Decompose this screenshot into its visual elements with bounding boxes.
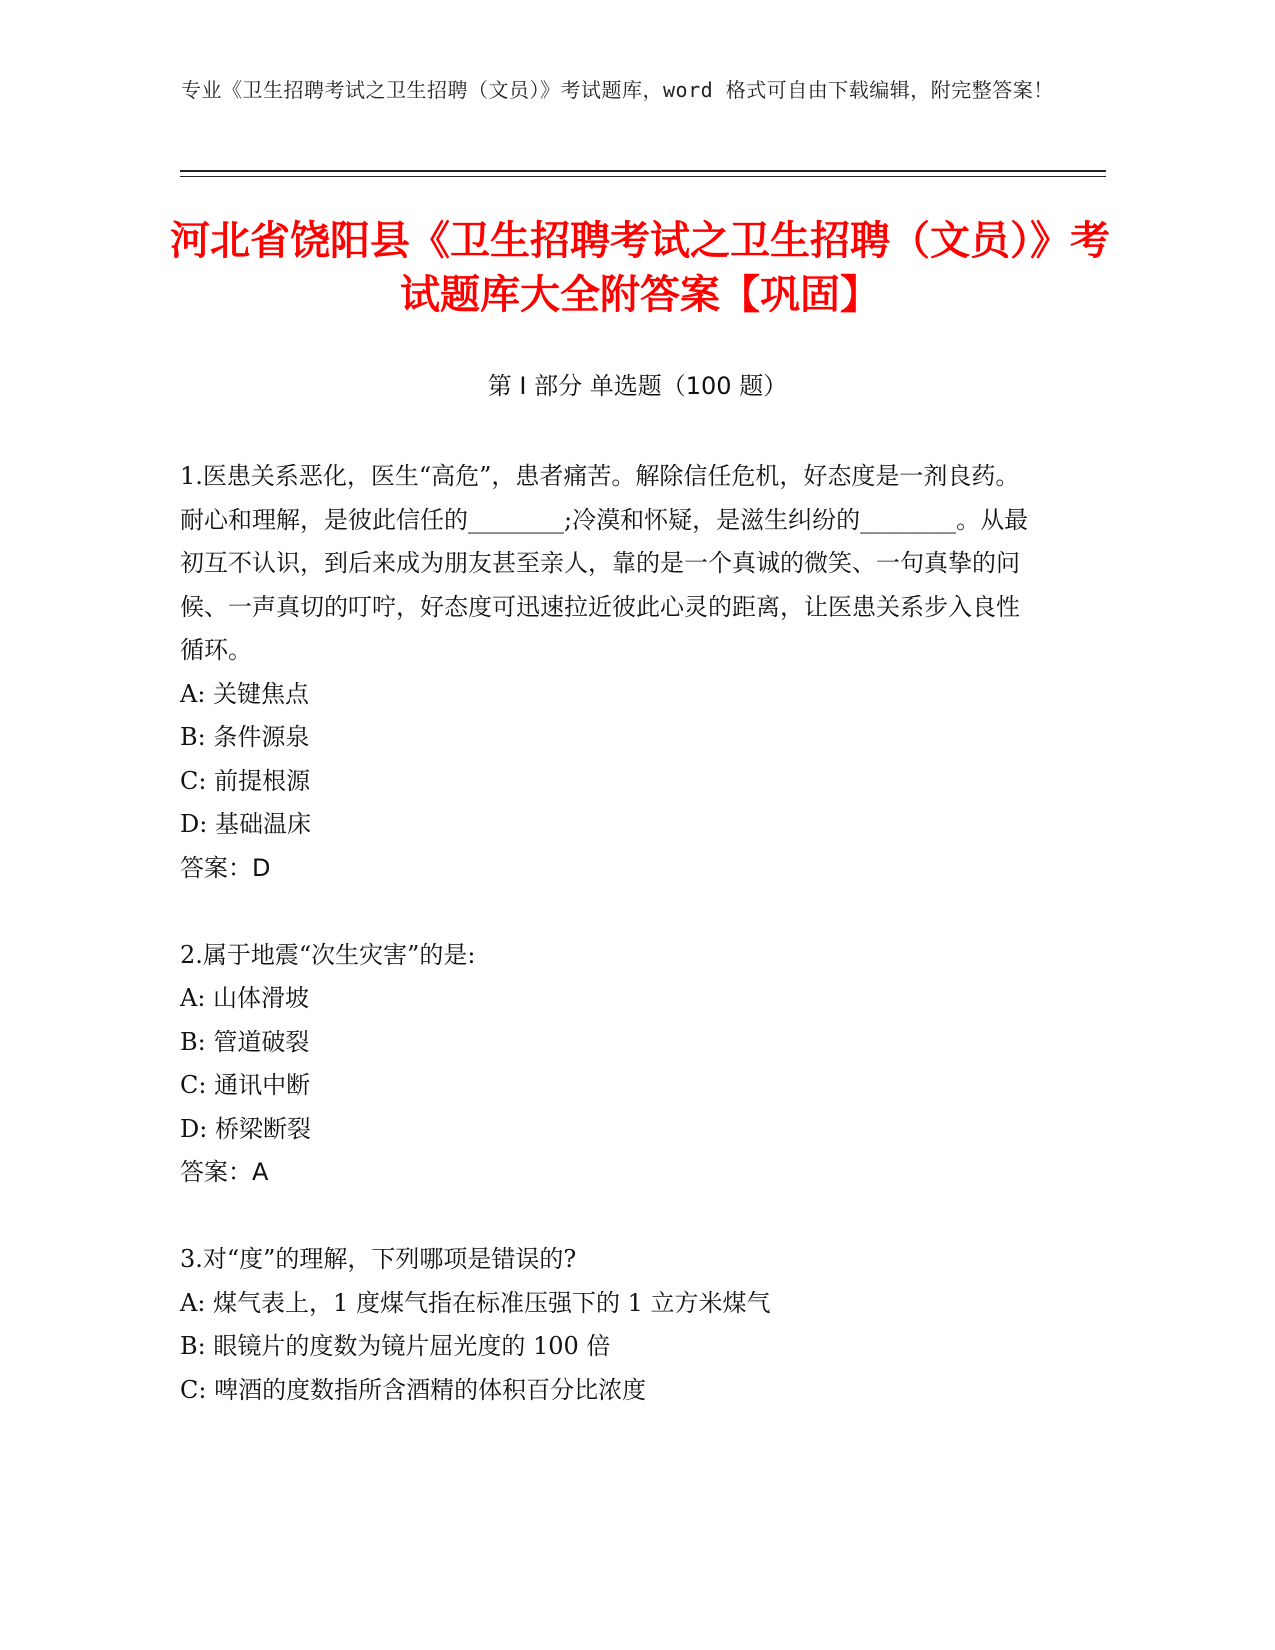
question-3 [180, 1238, 1040, 1412]
question-list [180, 455, 1040, 1456]
question-text: 2.属于地震“次生灾害”的是: [180, 940, 476, 969]
question-text: 3.对“度”的理解，下列哪项是错误的? [180, 1245, 577, 1273]
question-2 [180, 934, 1040, 1195]
option-c: C: 通讯中断 [180, 1071, 311, 1099]
option-c: C: 前提根源 [180, 766, 311, 795]
option-a: A: 关键焦点 [180, 679, 310, 708]
option-b: B: 管道破裂 [180, 1027, 310, 1056]
header-rule-thin [180, 176, 1106, 177]
option-d: D: 桥梁断裂 [180, 1114, 311, 1143]
question-1 [180, 455, 1040, 890]
document-title: 河北省饶阳县《卫生招聘考试之卫生招聘（文员）》考试题库大全附答案【巩固】 [170, 218, 1110, 318]
answer-line: 答案：D [180, 853, 271, 882]
header-rule-thick [180, 170, 1106, 172]
option-a: A: 煤气表上，1 度煤气指在标准压强下的 1 立方米煤气 [180, 1288, 771, 1317]
section-title: 第 I 部分 单选题（100 题） [487, 372, 788, 400]
option-b: B: 条件源泉 [180, 723, 310, 751]
option-d: D: 基础温床 [180, 810, 311, 838]
header-note: 专业《卫生招聘考试之卫生招聘（文员）》考试题库，word 格式可自由下载编辑，附完整答案！ [181, 78, 1054, 102]
option-c: C: 啤酒的度数指所含酒精的体积百分比浓度 [180, 1375, 647, 1404]
answer-line: 答案：A [180, 1158, 269, 1186]
question-text: 1.医患关系恶化，医生“高危”，患者痛苦。解除信任危机，好态度是一剂良药。耐心和理解，是彼此信任的________;冷漠和怀疑，是滋生纠纷的________。从最初互不认识，到后来成为朋友甚至亲人，靠的是一个真诚的微笑、一句真挚的问候、一声真切的叮咛，好态度可迅速拉近彼此心灵的距离，让医患关系步入良性循环。 [180, 462, 1029, 664]
option-b: B: 眼镜片的度数为镜片屈光度的 100 倍 [180, 1332, 611, 1360]
option-a: A: 山体滑坡 [180, 984, 310, 1012]
